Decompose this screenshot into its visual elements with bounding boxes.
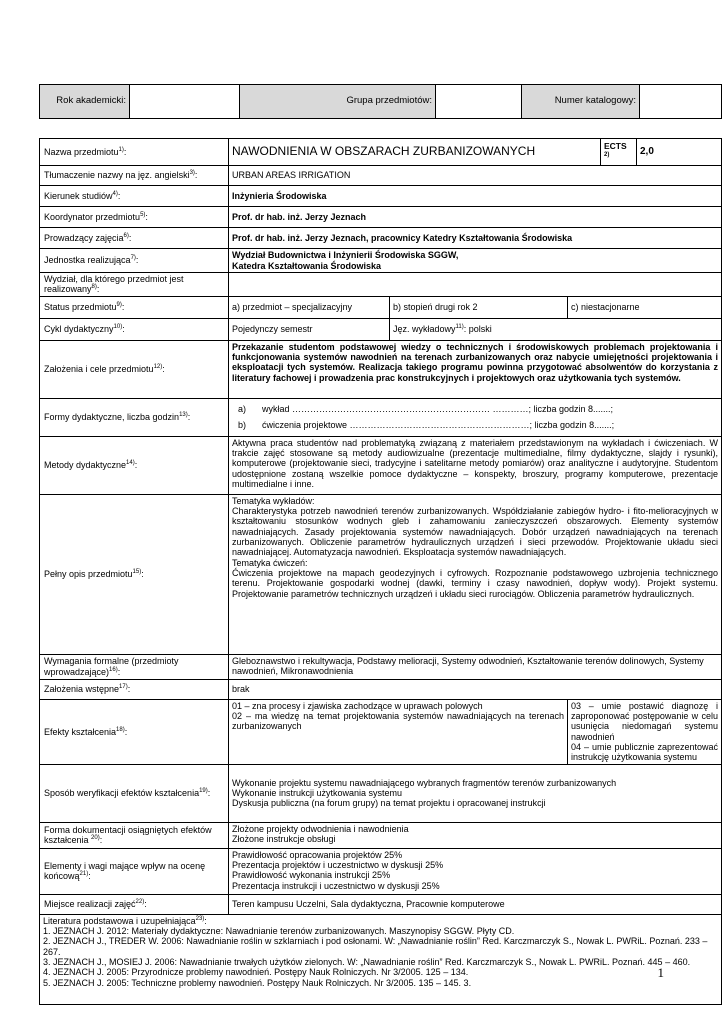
wydzial-label: Wydział, dla którego przedmiot jest realizowany$^{8)}$: (40, 273, 229, 297)
numer-katalogowy-value[interactable] (640, 85, 722, 119)
wydzial-value (229, 273, 722, 297)
ects-value: 2,0 (637, 139, 722, 166)
koordynator-label: Koordynator przedmiotu$^{5)}$: (40, 207, 229, 228)
pelny-opis-heading-wyklady: Tematyka wykładów: (232, 495, 315, 506)
formy-label: Formy dydaktyczne, liczba godzin$^{13)}$: (40, 398, 229, 436)
efekty-label: Efekty kształcenia$^{18)}$: (40, 699, 229, 764)
nazwa-value: NAWODNIENIA W OBSZARACH ZURBANIZOWANYCH (229, 139, 601, 166)
miejsce-label: Miejsce realizacji zajęć$^{22)}$: (40, 894, 229, 914)
pelny-opis-label: Pełny opis przedmiotu$^{15)}$: (40, 494, 229, 654)
literatura-value: 1. JEZNACH J. 2012: Materiały dydaktyczne: Nawadnianie terenów zurbanizowanych. Maszynopisy SGGW. Płyty CD. 2. JEZNACH J., TREDER W. 2006: Nawadnianie roślin w szklarniach i pod osłonami. W: „Nawadnianie roślin” Red. Karczmarczyk S., Nowak L. PWRiL. Poznań. 233 – 267. 3. JEZNACH J., MOSIEJ J. 2006: Nawadnianie trwałych użytków zielonych. W: „Nawadnianie roślin” Red. Karczmarczyk S., Nowak L. PWRiL. Poznań. 445 – 460. 4. JEZNACH J. 2005: Przyrodnicze problemy nawodnień. Postępy Nauk Rolniczych. Nr 3/2005. 125 – 134. 5. JEZNACH J. 2005: Techniczne problemy nawodnień. Postępy Nauk Rolniczych. Nr 3/2005. 135 – 145. 3. (43, 926, 708, 988)
elementy-wagi-value: Prawidłowość opracowania projektów 25% Prezentacja projektów i uczestnictwo w dyskusji 25% Prawidłowość wykonania instrukcji 25% Prezentacja instrukcji i uczestnictwo w dyskusji 25% (229, 848, 722, 894)
formy-row-b: b) ćwiczenia projektowe ……………………………………………………; liczba godzin 8.......; (238, 419, 615, 430)
grupa-przedmiotow-label: Grupa przedmiotów: (240, 85, 436, 119)
metody-label: Metody dydaktyczne$^{14)}$: (40, 436, 229, 494)
status-a: a) przedmiot – specjalizacyjny (229, 296, 390, 318)
metody-value: Aktywna praca studentów nad problematyką związaną z materiałem przedstawionym na wykładach i ćwiczeniach. W trakcie zajęć stosowane są metody audiowizualne (prezentacje multimedialne, filmy dydaktyczne, slajdy i rysunki), komputerowe (projektowanie sieci, tradycyjne i satelitarne metody pomiarów) oraz analityczne i audytoryjne. Studentom udostępnione zostaną wszelkie pomoce dydaktyczne – konspekty, broszury, programy komputerowe, prezentacje multimedialne i inne. (229, 436, 722, 494)
forma-dokumentacji-value: Złożone projekty odwodnienia i nawodnienia Złożone instrukcje obsługi (229, 822, 722, 848)
formy-row-a: a) wykład ………………………………………………………… …………; liczba godzin 8.......; (238, 404, 614, 415)
prowadzacy-value: Prof. dr hab. inż. Jerzy Jeznach, pracownicy Katedry Kształtowania Środowiska (229, 228, 722, 249)
course-table (39, 138, 722, 1005)
header-table (39, 84, 722, 119)
pelny-opis-cwiczenia: Ćwiczenia projektowe na mapach geodezyjnych i cyfrowych. Rozpoznanie podstawowego uzbrojenia technicznego terenu. Projektowanie gospodarki wodnej (dawki, terminy i czasy nawodnień, dopływ wody). Projekt systemu. Projektowanie parametrów technicznych urządzeń i układu sieci rurociągów. Obliczenia parametrów hydraulicznych. (232, 568, 718, 599)
efekty-left: 01 – zna procesy i zjawiska zachodzące w uprawach polowych 02 – ma wiedzę na temat projektowania systemów nawadniających na terenach zurbanizowanych (229, 699, 568, 764)
wymagania-value: Gleboznawstwo i rekultywacja, Podstawy melioracji, Systemy odwodnień, Kształtowanie terenów dolinowych, Systemy nawodnień, Mikronawodnienia (229, 654, 722, 679)
numer-katalogowy-label: Numer katalogowy: (522, 85, 640, 119)
pelny-opis-wyklady: Charakterystyka potrzeb nawodnień terenów zurbanizowanych. Współdziałanie zabiegów hydro- i fito-melioracyjnych w kształtowaniu stosunków wodnych gleb i zahamowaniu zanieczyszczeń obszarowych. Elementy systemów nawadniających. Zasady projektowania systemów nawadniających. Dobór urządzeń nawadniających na terenach zurbanizowanych. Obliczenie parametrów hydraulicznych urządzeń i sieci przewodów. Projektowanie układu sieci nawadniającej. Automatyzacja nawodnień. Eksploatacja systemów nawadniających. (232, 506, 718, 558)
zalozenia-label: Założenia i cele przedmiotu$^{12)}$: (40, 340, 229, 398)
pelny-opis-value (229, 494, 722, 654)
formy-a-text: wykład ………………………………………………………… …………; liczba godzin 8.......; (262, 404, 614, 415)
zalozenia-wstepne-value: brak (229, 679, 722, 699)
miejsce-value: Teren kampusu Uczelni, Sala dydaktyczna, Pracownie komputerowe (229, 894, 722, 914)
status-b: b) stopień drugi rok 2 (390, 296, 568, 318)
grupa-przedmiotow-value[interactable] (436, 85, 522, 119)
sposob-weryfikacji-label: Sposób weryfikacji efektów kształcenia$^{19)}$: (40, 764, 229, 822)
rok-akademicki-label: Rok akademicki: (40, 85, 130, 119)
jednostka-label: Jednostka realizująca$^{7)}$: (40, 249, 229, 273)
page-number: 1 (657, 965, 664, 980)
ects-label: ECTS $^{2)}$ (601, 139, 637, 166)
kierunek-value: Inżynieria Środowiska (229, 186, 722, 207)
literatura-label: Literatura podstawowa i uzupełniająca$^{23)}$: (43, 915, 207, 926)
formy-b-text: ćwiczenia projektowe ……………………………………………………; liczba godzin 8.......; (262, 419, 615, 430)
cykl-label: Cykl dydaktyczny$^{10)}$: (40, 318, 229, 340)
efekty-right: 03 – umie postawić diagnozę i zaproponować postępowanie w celu usunięcia niedomagań systemu nawodnień 04 – umie publicznie zaprezentować instrukcję użytkowania systemu (568, 699, 722, 764)
jednostka-value (229, 249, 722, 273)
jezyk-wykladowy: Jęz. wykładowy$^{11)}$: polski (390, 318, 722, 340)
kierunek-label: Kierunek studiów$^{4)}$: (40, 186, 229, 207)
literatura (40, 914, 722, 1004)
forma-dokumentacji-label: Forma dokumentacji osiągniętych efektów kształcenia $^{20)}$: (40, 822, 229, 848)
nazwa-label: Nazwa przedmiotu$^{1)}$: (40, 139, 229, 166)
wymagania-label: Wymagania formalne (przedmioty wprowadzające)$^{16)}$: (40, 654, 229, 679)
sposob-weryfikacji-value: Wykonanie projektu systemu nawadniającego wybranych fragmentów terenów zurbanizowanych Wykonanie instrukcji użytkowania systemu Dyskusja publiczna (na forum grupy) na temat projektu i opracowanej instrukcji (229, 764, 722, 822)
jednostka-line-2: Katedra Kształtowania Środowiska (232, 260, 382, 271)
zalozenia-value: Przekazanie studentom podstawowej wiedzy o technicznych i środowiskowych problemach projektowania i funkcjonowania systemów nawodnień na terenach zurbanizowanych oraz nabycie umiejętności projektowania i eksploatacji tych systemów. Realizacja takiego programu powinna przygotować absolwentów do korzystania z literatury fachowej i prowadzenia prac konstrukcyjnych i projektowych oraz użytkowania tych systemów. (229, 340, 722, 398)
elementy-wagi-label: Elementy i wagi mające wpływ na ocenę końcową$^{21)}$: (40, 848, 229, 894)
cykl-value: Pojedynczy semestr (229, 318, 390, 340)
koordynator-value: Prof. dr hab. inż. Jerzy Jeznach (229, 207, 722, 228)
prowadzacy-label: Prowadzący zajęcia$^{6)}$: (40, 228, 229, 249)
status-label: Status przedmiotu$^{9)}$: (40, 296, 229, 318)
formy-value (229, 398, 722, 436)
jednostka-line-1: Wydział Budownictwa i Inżynierii Środowiska SGGW, (232, 250, 459, 261)
status-c: c) niestacjonarne (568, 296, 722, 318)
pelny-opis-heading-cwiczenia: Tematyka ćwiczeń: (232, 557, 308, 568)
tlumaczenie-label: Tłumaczenie nazwy na jęz. angielski$^{3)}$: (40, 166, 229, 186)
tlumaczenie-value: URBAN AREAS IRRIGATION (229, 166, 722, 186)
zalozenia-wstepne-label: Założenia wstępne$^{17)}$: (40, 679, 229, 699)
rok-akademicki-value[interactable] (130, 85, 240, 119)
